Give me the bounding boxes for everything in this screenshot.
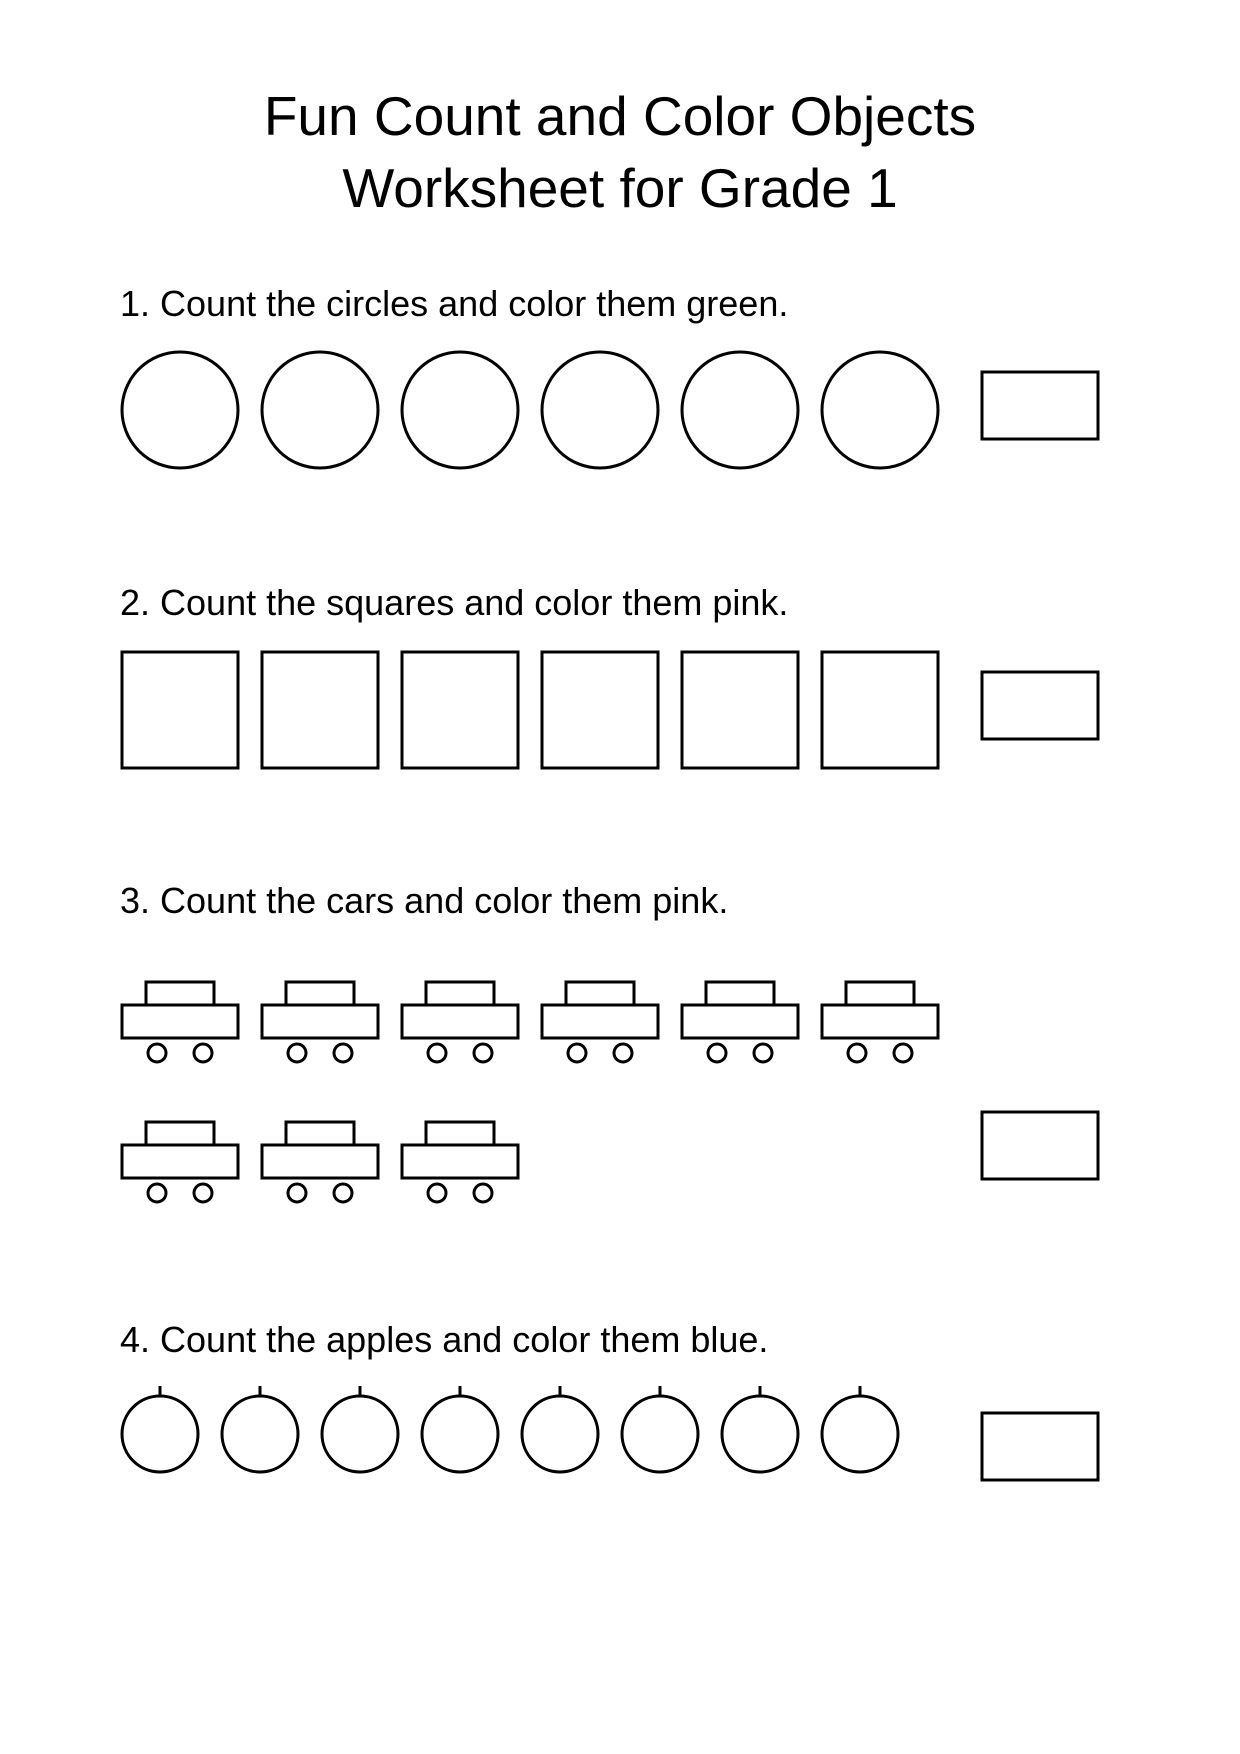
circle-shape — [822, 352, 938, 468]
question-2-prompt: 2. Count the squares and color them pink. — [120, 582, 789, 623]
answer-box-2[interactable] — [982, 672, 1098, 739]
square-shape — [822, 652, 938, 768]
apple-shape — [722, 1386, 798, 1472]
title-line-2: Worksheet for Grade 1 — [342, 157, 898, 219]
circle-shape — [402, 352, 518, 468]
answer-box-3[interactable] — [982, 1112, 1098, 1179]
square-shape — [262, 652, 378, 768]
answer-box-4[interactable] — [982, 1413, 1098, 1480]
answer-box-1[interactable] — [982, 372, 1098, 439]
apple-shape — [522, 1386, 598, 1472]
circle-shape — [682, 352, 798, 468]
square-shape — [542, 652, 658, 768]
question-4-prompt: 4. Count the apples and color them blue. — [120, 1319, 769, 1360]
question-3-cars — [122, 982, 938, 1202]
question-2-squares — [122, 652, 938, 768]
apple-shape — [822, 1386, 898, 1472]
car-shape — [262, 982, 378, 1062]
apple-shape — [422, 1386, 498, 1472]
car-shape — [402, 982, 518, 1062]
square-shape — [682, 652, 798, 768]
question-3-prompt: 3. Count the cars and color them pink. — [120, 880, 729, 921]
circle-shape — [542, 352, 658, 468]
car-shape — [682, 982, 798, 1062]
car-shape — [122, 1122, 238, 1202]
car-shape — [122, 982, 238, 1062]
title-line-1: Fun Count and Color Objects — [263, 85, 977, 147]
square-shape — [122, 652, 238, 768]
apple-shape — [622, 1386, 698, 1472]
apple-shape — [322, 1386, 398, 1472]
question-1-circles — [122, 352, 938, 468]
question-1-prompt: 1. Count the circles and color them green. — [120, 283, 789, 324]
car-shape — [262, 1122, 378, 1202]
circle-shape — [262, 352, 378, 468]
circle-shape — [122, 352, 238, 468]
car-shape — [402, 1122, 518, 1202]
car-shape — [542, 982, 658, 1062]
car-shape — [822, 982, 938, 1062]
apple-shape — [222, 1386, 298, 1472]
square-shape — [402, 652, 518, 768]
apple-shape — [122, 1386, 198, 1472]
question-4-apples — [122, 1386, 898, 1472]
